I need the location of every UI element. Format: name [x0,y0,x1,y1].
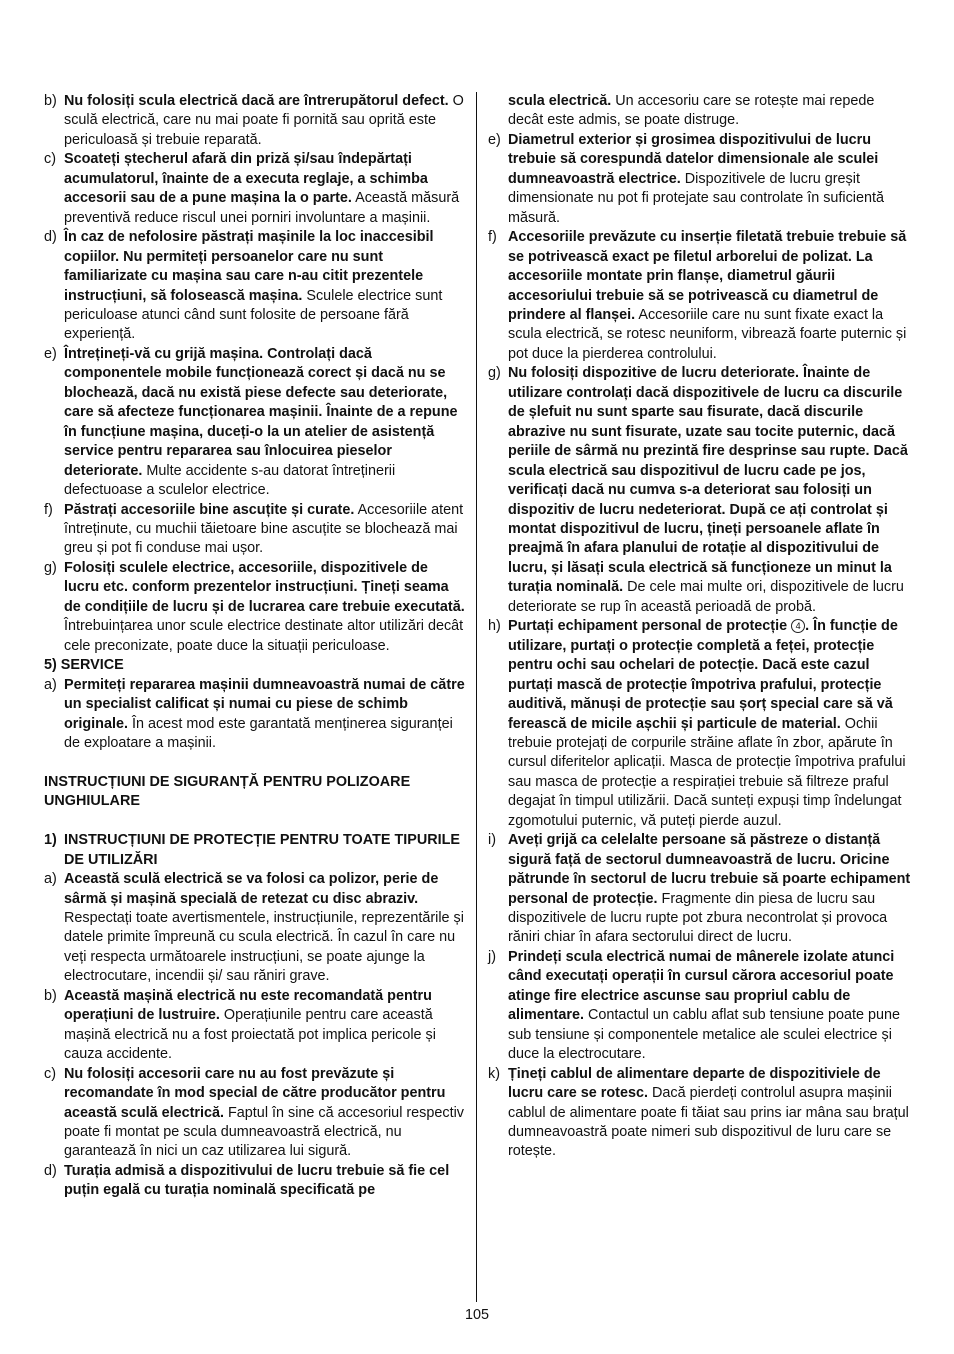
left-column [44,92,466,1201]
item-bold-text: . În funcție de utilizare, purtați o protecție completă a feței, protecție pentru ochi sau ochelari de potecție. Dacă este cazul purtați mască de protecție împotriva prafului, protecție auditivă, mănuși de protecție sau șorț special care să vă ferească de micile așchii și particule de material. [508,618,898,732]
item-label: c) [44,1065,56,1082]
item-bold-text: Aveți grijă ca celelalte persoane să păstreze o distanță sigură față de sectorul dumneavoastră de lucru. Oricine pătrunde în sectorul de lucru trebuie să poarte echipament personal de protecție. [508,832,911,907]
item-text: Fragmente din piesa de lucru sau dispozitivele de lucru rupte pot zbura necontrolat și provoca răniri chiar în afara sectorului direct de lucru. [508,890,888,946]
right-column [488,92,912,1162]
item-label: g) [44,559,57,576]
item-text: Operațiunile pentru care această mașină electrică nu a fost proiectată pot implica pericole și cauza accidente. [64,1007,436,1063]
item-text: Dacă pierdeți controlul asupra mașinii cablul de alimentare poate fi tăiat sau prins iar mâna sau brațul dumneavoastră poate nimeri sub dispozitivul de luru care se rotește. [508,1085,909,1160]
item-bold-text: Această sculă electrică se va folosi ca polizor, perie de sârmă și mașină specială de retezat cu disc abraziv. [64,871,439,907]
list-item [488,617,912,831]
page-number: 105 [464,1307,489,1323]
list-item [488,948,912,1065]
item-text: Accesoriile atent întreținute, cu muchii tăietoare bine ascuțite se blochează mai greu și pot fi conduse mai ușor. [64,501,464,557]
item-label: i) [488,832,496,849]
list-item [44,559,466,656]
item-bold-text: Nu folosiți accesorii care nu au fost prevăzute și recomandate în mod special de către producător pentru această sculă electrică. [64,1065,446,1121]
item-bold-text: Nu folosiți dispozitive de lucru deteriorate. Înainte de utilizare controlați dacă dispozitivele de lucru ca discurile de șlefuit nu sunt sparte sau fisurate, dacă discurile abrazive nu sunt fisurate, uzate sau tocite puternic, dacă periile de sârmă nu prezintă fire desprinse sau rupte. Dacă scula electrică sau dispozitivul de lucru cade pe jos, verificați dacă nu cumva s-a deteriorat sau folosiți un dispozitiv de lucru nedeteriorat. După ce ați controlat și montat dispozitivul de lucru, țineți persoanele aflate în preajmă în afara planului de rotație al dispozitivului de lucru, și lăsați scula electrică să funcționeze un minut la turația nominală. [508,365,908,596]
list-item [44,150,466,228]
item-bold-text: Nu folosiți scula electrică dacă are întrerupătorul defect. [64,93,449,109]
item-label: f) [488,229,497,246]
item-bold-text: Folosiți sculele electrice, accesoriile, dispozitivele de lucru etc. conform prezentelor instrucțiuni. Țineți seama de condițiile de lucru și de lucrarea care trebuie executată. [64,559,465,615]
item-text: Faptul în sine că accesoriul respectiv poate fi montat pe scula dumneavoastră electrică, nu garantează în nici un caz utilizarea lui sigură. [64,1104,464,1160]
list-item [44,676,466,754]
item-label: d) [44,1162,57,1179]
item-text: Ochii trebuie protejați de corpurile străine aflate în zbor, apărute în cursul diferitelor aplicații. Masca de protecție împotriva prafului sau masca de protecție a respirației trebuie să filtreze praful degajat în timpul utilizării. Dacă sunteți expuși timp îndelungat zgomotului puternic, vă puteți pierde auzul. [508,715,906,829]
subsection-title: INSTRUCȚIUNI DE PROTECȚIE PENTRU TOATE TIPURILE DE UTILIZĂRI [64,832,461,868]
list-item [488,131,912,228]
item-bold-text: Păstrați accesoriile bine ascuțite și curate. [64,501,355,518]
list-item [44,92,466,150]
item-label: e) [44,345,57,362]
column-divider [476,92,477,1302]
item-text: De cele mai multe ori, dispozitivele de lucru deteriorate se rup în această perioadă de probă. [508,579,904,615]
item-label: f) [44,501,53,518]
item-bold-text: Accesoriile prevăzute cu inserție filetată trebuie trebuie să se potrivească exact pe filetul arborelui de polizat. La accesoriile montate prin flanșe, diametrul găurii accesoriului trebuie să se potrivească cu diametrul de prindere al flanșei. [508,229,907,323]
item-text: Multe accidente s-au datorat întreținerii defectuoase a sculelor electrice. [64,462,396,499]
item-text: În acest mod este garantată menținerea siguranței de exploatare a mașinii. [64,715,453,751]
item-text: Sculele electrice sunt periculoase atunci când sunt folosite de persoane fără experiență. [64,287,443,343]
item-bold-text: Scoateți ștecherul afară din priză și/sau îndepărtați acumulatorul, înainte de a executa reglaje, a schimba accesorii sau de a pune mașina la o parte. [64,151,428,207]
item-label: j) [488,948,496,965]
subsection-heading [44,831,466,870]
item-bold-text: Această mașină electrică nu este recomandată pentru operațiuni de lustruire. [64,987,432,1024]
item-bold-text: scula electrică. [508,93,612,109]
item-bold-text: Întrețineți-vă cu grijă mașina. Controlați dacă componentele mobile funcționează corect și dacă nu se blochează, dacă nu există piese defecte sau deteriorate, care să afecteze funcționarea mașinii. Înainte de a repune în funcțiune mașina, duceți-o la un atelier de asistență service pentru repararea sau înlocuirea pieselor deteriorate. [64,345,458,479]
item-text: Întrebuințarea unor scule electrice destinate altor utilizări decât cele preconizate, poate duce la situații periculoase. [64,618,464,654]
item-label: b) [44,93,57,109]
item-bold-text: Țineți cablul de alimentare departe de dispozitiviele de lucru care se rotesc. [508,1065,881,1102]
item-bold-text: Permiteți repararea mașinii dumneavoastră numai de către un specialist calificat și numai cu piese de schimb originale. [64,676,465,732]
list-item [488,831,912,948]
item-label: h) [488,618,501,635]
item-bold-text: Purtați echipament personal de protecție [508,618,792,635]
item-label: a) [44,676,57,693]
list-item [44,501,466,559]
list-item [44,1065,466,1162]
list-item [44,228,466,345]
service-heading: 5) SERVICE [44,657,124,674]
item-text: Contactul un cablu aflat sub tensiune poate pune sub tensiune și componentele metalice ale sculei electrice și duce la electrocutare. [508,1007,901,1063]
list-item [44,1162,466,1201]
item-label: d) [44,229,57,246]
item-text: Un accesoriu care se rotește mai repede decât este admis, se poate distruge. [508,93,875,129]
figure-reference-marker: 4 [791,619,805,633]
list-item-continuation [488,92,912,131]
item-bold-text: Prindeți scula electrică numai de mânerele izolate atunci când executați operații în cursul cărora accesoriul poate atinge fire electrice ascunse sau propriul cablu de alimentare. [508,948,895,1024]
item-text: Dispozitivele de lucru greșit dimensionate nu pot fi protejate sau controlate în suficientă măsură. [508,170,884,226]
item-text: Această măsură preventivă reduce riscul unei porniri involuntare a mașinii. [64,190,460,226]
list-item [488,1065,912,1162]
item-bold-text: Turația admisă a dispozitivului de lucru trebuie să fie cel puțin egală cu turația nominală specificată pe [64,1162,450,1199]
item-label: e) [488,131,501,148]
list-item [488,228,912,364]
item-label: a) [44,871,57,888]
list-item [488,364,912,617]
item-bold-text: Diametrul exterior și grosimea dispozitivului de lucru trebuie să corespundă datelor dimensionale ale sculei dumneavoastră electrice. [508,131,879,187]
item-text: O sculă electrică, care nu mai poate fi pornită sau oprită este periculoasă și trebuie reparată. [64,93,464,148]
item-label: k) [488,1065,500,1082]
list-item [44,345,466,501]
item-label: b) [44,987,57,1004]
item-label: g) [488,365,501,382]
item-label: c) [44,151,56,168]
list-item [44,987,466,1065]
section-heading: INSTRUCȚIUNI DE SIGURANȚĂ PENTRU POLIZOARE UNGHIULARE [44,773,411,810]
list-item [44,870,466,987]
subsection-number: 1) [44,832,57,849]
item-bold-text: În caz de nefolosire păstrați mașinile la loc inaccesibil copiilor. Nu permiteți persoanelor care nu sunt familiarizate cu mașina sau care n-au citit prezentele instrucțiuni, să folosească mașina. [64,229,434,304]
item-text: Accesoriile care nu sunt fixate exact la scula electrică, se rotesc neuniform, vibrează foarte puternic și pot duce la pierderea controlului. [508,306,907,362]
item-text: Respectați toate avertismentele, instrucțiunile, reprezentările și datele primite împreună cu scula electrică. În cazul în care nu veți respecta următoarele instrucțiuni, se poate ajunge la electrocutare, incendii și/ sau răniri grave. [64,910,464,985]
